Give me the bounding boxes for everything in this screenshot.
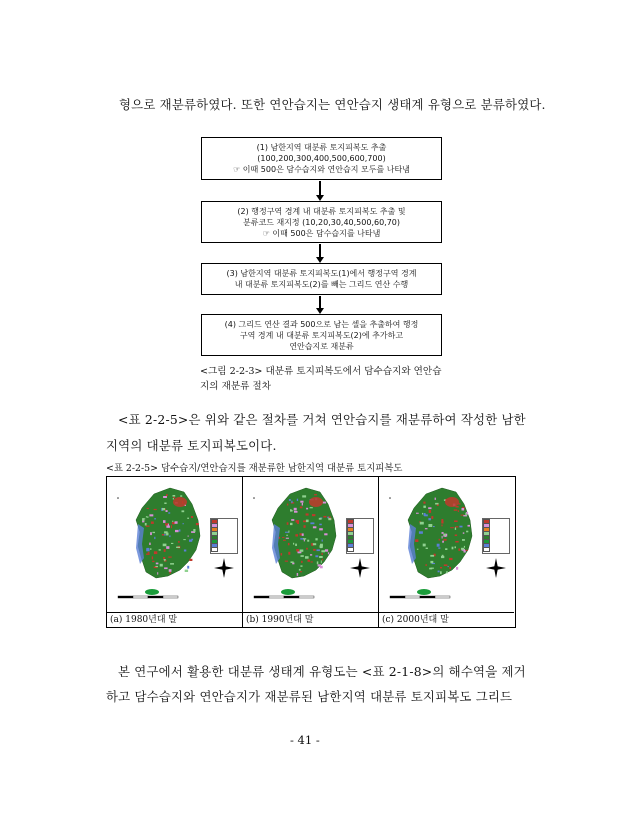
flow-step-2-line-3: ☞ 이때 500은 담수습지를 나타냄 xyxy=(262,228,381,238)
maps-layer xyxy=(106,476,516,611)
legend-swatch xyxy=(211,547,237,551)
figure-caption xyxy=(200,364,441,394)
flow-step-1-line-1: (1) 남한지역 대분류 토지피복도 추출 xyxy=(256,143,387,152)
bottom-paragraph-line-1: 본 연구에서 활용한 대분류 생태계 유형도는 <표 2-1-8>의 해수역을 제거 xyxy=(118,664,526,679)
flow-step-4-line-1: (4) 그리드 연산 결과 500으로 남는 셀을 추출하여 행정 xyxy=(224,319,419,329)
legend-swatch xyxy=(347,547,373,551)
map-legend-a xyxy=(210,518,238,554)
flow-step-1-line-3: ☞ 이때 500은 담수습지와 연안습지 모두를 나타냄 xyxy=(233,165,410,174)
page-number: - 41 - xyxy=(290,733,320,747)
flow-step-3-line-1: (3) 남한지역 대분류 토지피복도(1)에서 행정구역 경계 xyxy=(226,269,417,278)
legend-swatch xyxy=(483,547,509,551)
map-legend-c xyxy=(482,518,510,554)
flow-step-1 xyxy=(201,137,442,180)
middle-paragraph-line-1: <표 2-2-5>은 위와 같은 절차를 거쳐 연안습지를 재분류하여 작성한 남한 xyxy=(118,412,526,427)
map-caption-b: (b) 1990년대 말 xyxy=(243,612,379,627)
flow-step-2 xyxy=(201,201,442,243)
flow-step-3 xyxy=(201,263,442,295)
figure-caption-line-2: 지의 재분류 절차 xyxy=(200,381,271,392)
flow-step-2-line-1: (2) 행정구역 경계 내 대분류 토지피복도 추출 및 xyxy=(237,206,406,216)
table-caption: <표 2-2-5> 담수습지/연안습지를 재분류한 남한지역 대분류 토지피복도 xyxy=(106,463,403,474)
top-paragraph: 형으로 재분류하였다. 또한 연안습지는 연안습지 생태계 유형으로 분류하였다. xyxy=(119,97,546,112)
bottom-paragraph-line-2: 하고 담수습지와 연안습지가 재분류된 남한지역 대분류 토지피복도 그리드 xyxy=(106,689,513,704)
flow-step-3-line-2: 내 대분류 토지피복도(2)를 빼는 그리드 연산 수행 xyxy=(234,280,409,289)
flow-step-4-line-3: 연안습지로 재분류 xyxy=(289,341,354,351)
middle-paragraph-line-2: 지역의 대분류 토지피복도이다. xyxy=(106,438,277,453)
flow-step-4-line-2: 구역 경계 내 대분류 토지피복도(2)에 추가하고 xyxy=(239,330,404,340)
figure-caption-line-1: <그림 2-2-3> 대분류 토지피복도에서 담수습지와 연안습 xyxy=(200,366,442,377)
map-caption-c: (c) 2000년대 말 xyxy=(379,612,514,627)
flow-step-4 xyxy=(201,314,442,356)
map-legend-b xyxy=(346,518,374,554)
flow-step-2-line-2: 분류코드 재지정 (10,20,30,40,500,60,70) xyxy=(242,217,401,227)
flow-step-1-line-2: (100,200,300,400,500,600,700) xyxy=(257,154,386,163)
map-caption-a: (a) 1980년대 말 xyxy=(107,612,243,627)
